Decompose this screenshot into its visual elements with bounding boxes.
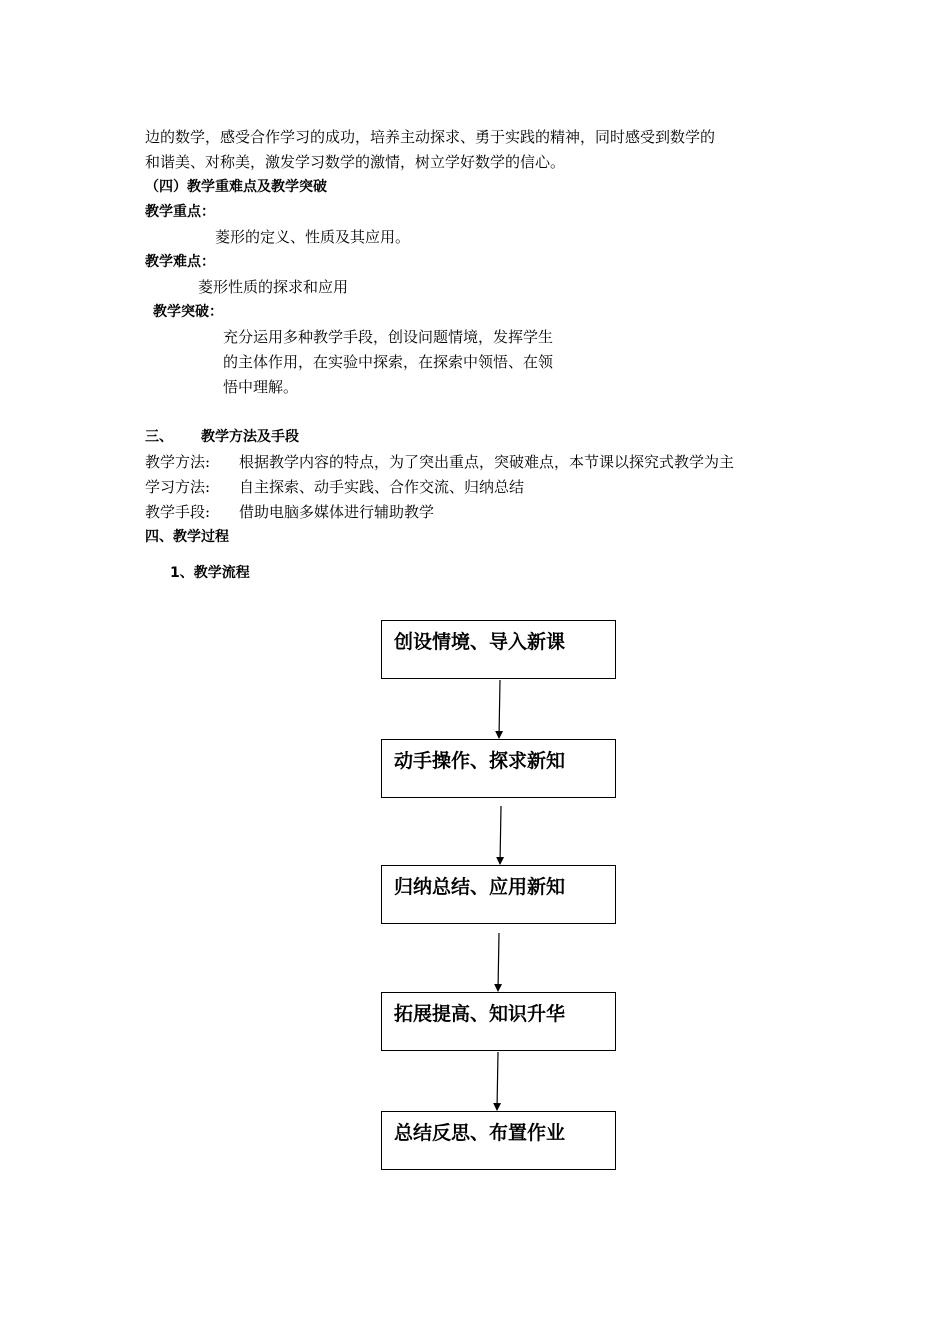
flow-step-3 bbox=[381, 865, 616, 924]
key-points-label: 教学重点： bbox=[145, 204, 215, 220]
flow-heading: 1、教学流程 bbox=[170, 565, 250, 581]
difficulties-label: 教学难点： bbox=[145, 254, 215, 270]
flow-step-label: 拓展提高、知识升华 bbox=[394, 1003, 566, 1025]
section-number-3: 三、 bbox=[145, 429, 173, 445]
flow-step-label: 动手操作、探求新知 bbox=[394, 750, 566, 772]
key-points-content: 菱形的定义、性质及其应用。 bbox=[215, 228, 411, 246]
flow-arrow-3 bbox=[498, 933, 499, 991]
breakthrough-line-3: 悟中理解。 bbox=[223, 378, 299, 396]
breakthrough-line-1: 充分运用多种教学手段，创设问题情境，发挥学生 bbox=[223, 328, 554, 346]
paragraph-line-1: 边的数学，感受合作学习的成功，培养主动探求、勇于实践的精神，同时感受到数学的 bbox=[145, 128, 716, 146]
breakthrough-line-2: 的主体作用，在实验中探索，在探索中领悟、在领 bbox=[223, 353, 554, 371]
teaching-method-content: 根据教学内容的特点，为了突出重点，突破难点，本节课以探究式教学为主 bbox=[239, 453, 735, 471]
flow-step-1 bbox=[381, 620, 616, 679]
flow-step-label: 创设情境、导入新课 bbox=[394, 631, 566, 653]
section-heading-key-difficulties: （四）教学重难点及教学突破 bbox=[145, 179, 327, 195]
teaching-means-label: 教学手段: bbox=[145, 503, 211, 521]
section-heading-process: 四、教学过程 bbox=[145, 529, 229, 545]
difficulties-content: 菱形性质的探求和应用 bbox=[198, 278, 349, 296]
paragraph-line-2: 和谐美、对称美，激发学习数学的激情，树立学好数学的信心。 bbox=[145, 153, 566, 171]
flow-arrow-1 bbox=[499, 680, 500, 738]
teaching-method-label: 教学方法: bbox=[145, 453, 211, 471]
flow-step-label: 归纳总结、应用新知 bbox=[394, 876, 566, 898]
learning-method-content: 自主探索、动手实践、合作交流、归纳总结 bbox=[239, 478, 525, 496]
flow-step-4 bbox=[381, 992, 616, 1051]
teaching-means-content: 借助电脑多媒体进行辅助教学 bbox=[239, 503, 435, 521]
learning-method-label: 学习方法: bbox=[145, 478, 211, 496]
flow-arrow-2 bbox=[500, 806, 501, 864]
breakthrough-label: 教学突破： bbox=[153, 304, 223, 320]
flow-step-5 bbox=[381, 1111, 616, 1170]
flow-arrow-4 bbox=[497, 1052, 498, 1110]
flow-step-2 bbox=[381, 739, 616, 798]
section-title-methods: 教学方法及手段 bbox=[201, 429, 299, 445]
flow-step-label: 总结反思、布置作业 bbox=[394, 1122, 566, 1144]
